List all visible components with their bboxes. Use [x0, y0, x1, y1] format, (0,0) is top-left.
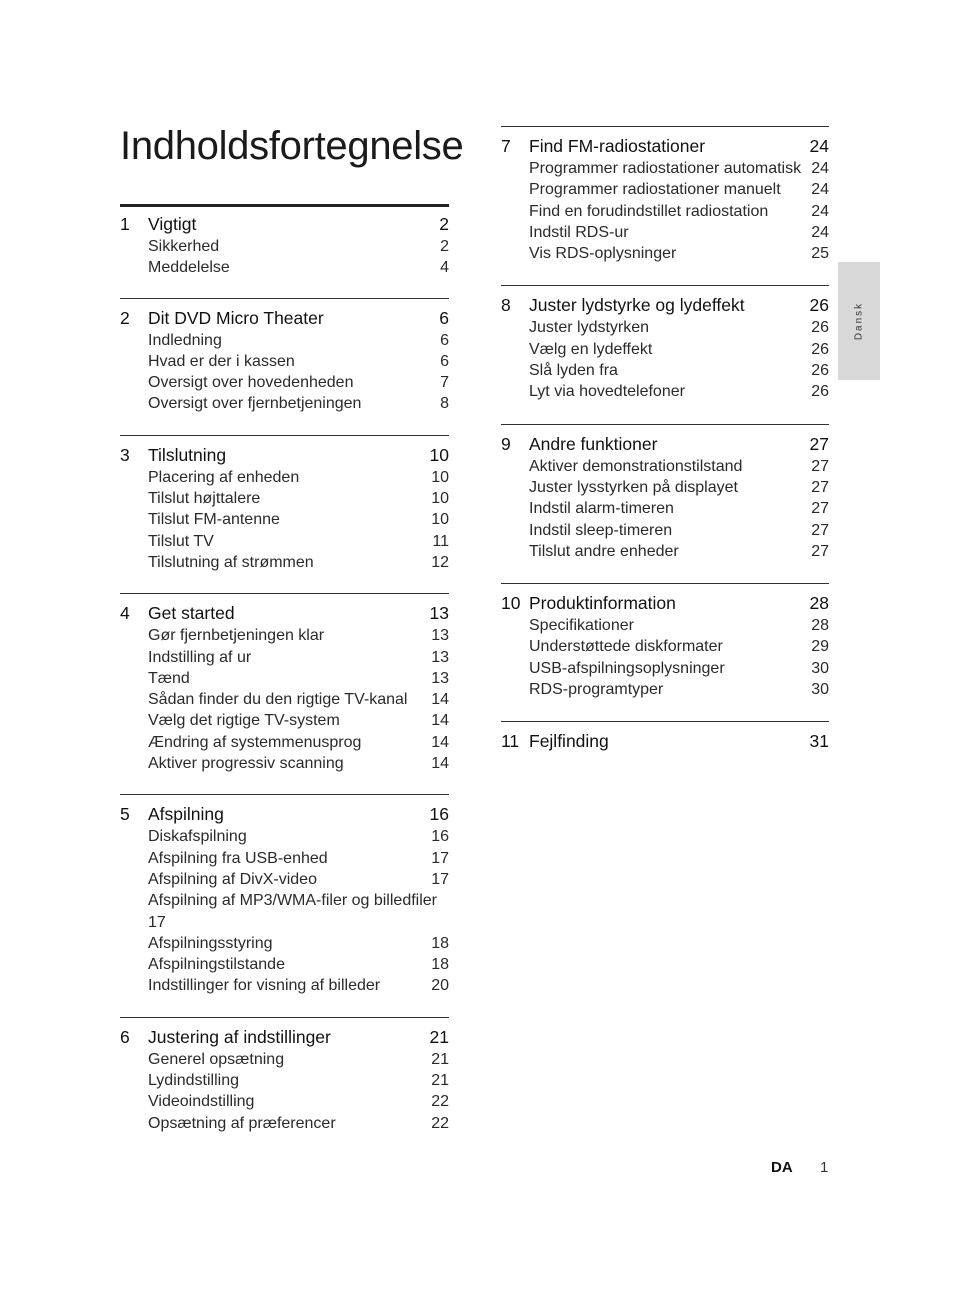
subentry-page-number: 26 — [811, 383, 829, 401]
subentry-page-number: 16 — [431, 828, 449, 846]
chapter-page-number: 24 — [809, 136, 829, 156]
chapter-page-number: 26 — [809, 295, 829, 316]
toc-subentry[interactable] — [501, 498, 829, 519]
toc-section — [501, 285, 829, 402]
toc-subentry[interactable] — [501, 179, 829, 200]
toc-chapter-entry[interactable] — [120, 1026, 449, 1048]
toc-subentry[interactable] — [120, 236, 449, 257]
subentry-label: Understøttede diskformater — [529, 638, 723, 656]
chapter-number: 6 — [120, 1026, 130, 1047]
toc-subentry[interactable] — [120, 647, 449, 668]
subentry-label: Slå lyden fra — [529, 362, 618, 380]
subentry-page-number: 27 — [811, 500, 829, 518]
subentry-label: Afspilning fra USB-enhed — [148, 849, 328, 867]
chapter-page-number: 21 — [429, 1026, 449, 1047]
toc-subentry[interactable] — [501, 520, 829, 541]
toc-subentry[interactable] — [501, 679, 829, 700]
toc-section — [120, 1017, 449, 1134]
subentry-label: Diskafspilning — [148, 828, 247, 846]
subentry-label: Afspilningsstyring — [148, 934, 273, 952]
toc-chapter-entry[interactable] — [501, 592, 829, 614]
subentry-label: Afspilning af MP3/WMA-filer og billedfiler — [148, 892, 437, 910]
subentry-label: Lydindstilling — [148, 1072, 240, 1090]
toc-right-column — [501, 126, 829, 753]
chapter-page-number: 10 — [429, 444, 449, 465]
subentry-label: Indstilling af ur — [148, 648, 252, 666]
toc-subentry[interactable] — [120, 848, 449, 869]
chapter-title: Fejlfinding — [529, 731, 609, 752]
toc-subentry[interactable] — [501, 456, 829, 477]
subentry-label: Afspilning af DivX-video — [148, 870, 317, 888]
subentry-page-number: 21 — [431, 1072, 449, 1090]
toc-subentry[interactable] — [120, 467, 449, 488]
toc-subentry[interactable] — [120, 1091, 449, 1112]
chapter-title: Get started — [148, 603, 235, 624]
subentry-page-number: 10 — [431, 511, 449, 529]
toc-subentry[interactable] — [120, 1070, 449, 1091]
toc-chapter-entry[interactable] — [120, 803, 449, 825]
chapter-title: Dit DVD Micro Theater — [148, 307, 324, 328]
subentry-page-number: 2 — [440, 238, 449, 255]
subentry-page-number: 18 — [431, 934, 449, 952]
subentry-page-number: 27 — [811, 521, 829, 539]
toc-subentry[interactable] — [120, 531, 449, 552]
chapter-number: 9 — [501, 433, 511, 454]
subentry-label: Ændring af systemmenusprog — [148, 733, 362, 751]
chapter-page-number: 2 — [439, 214, 449, 234]
subentry-label: Specifikationer — [529, 617, 634, 635]
chapter-title: Tilslutning — [148, 444, 227, 465]
chapter-page-number: 31 — [809, 731, 829, 752]
toc-section — [120, 794, 449, 996]
toc-chapter-entry[interactable] — [501, 730, 829, 752]
toc-chapter-entry[interactable] — [120, 602, 449, 624]
subentry-page-number: 24 — [811, 202, 829, 220]
chapter-title: Produktinformation — [529, 593, 676, 614]
subentry-label: Hvad er der i kassen — [148, 352, 295, 370]
subentry-page-number: 29 — [811, 638, 829, 656]
subentry-page-number: 14 — [431, 733, 449, 751]
subentry-page-number: 8 — [440, 395, 449, 413]
subentry-label: Tilslut TV — [148, 532, 214, 550]
toc-chapter-entry[interactable] — [501, 294, 829, 316]
subentry-page-number: 12 — [431, 553, 449, 571]
subentry-page-number: 26 — [811, 319, 829, 337]
toc-subentry[interactable] — [120, 625, 449, 646]
subentry-page-number: 30 — [811, 659, 829, 677]
toc-chapter-entry[interactable] — [120, 444, 449, 466]
toc-subentry[interactable] — [120, 1049, 449, 1070]
chapter-page-number: 27 — [809, 433, 829, 454]
subentry-page-number: 28 — [811, 617, 829, 635]
subentry-page-number: 20 — [431, 977, 449, 995]
subentry-page-number: 30 — [811, 681, 829, 699]
toc-chapter-entry[interactable] — [120, 307, 449, 329]
subentry-page-number: 22 — [431, 1093, 449, 1111]
subentry-label: Sådan finder du den rigtige TV-kanal — [148, 691, 408, 709]
toc-subentry[interactable] — [120, 509, 449, 530]
subentry-label: Afspilningstilstande — [148, 956, 285, 974]
language-side-tab — [838, 262, 880, 380]
toc-subentry[interactable] — [501, 381, 829, 402]
subentry-label: Juster lysstyrken på displayet — [529, 478, 738, 496]
toc-subentry[interactable] — [501, 360, 829, 381]
language-tab-label: Dansk — [853, 301, 865, 341]
page-title: Indholdsfortegnelse — [120, 124, 464, 168]
chapter-number: 7 — [501, 136, 511, 156]
toc-subentry[interactable] — [501, 317, 829, 338]
subentry-label: Indstillinger for visning af billeder — [148, 977, 381, 995]
subentry-label: Placering af enheden — [148, 468, 300, 486]
chapter-title: Justering af indstillinger — [148, 1026, 331, 1047]
chapter-title: Find FM-radiostationer — [529, 136, 706, 156]
subentry-label: Generel opsætning — [148, 1050, 285, 1068]
chapter-title: Vigtigt — [148, 214, 197, 234]
subentry-page-number: 25 — [811, 245, 829, 263]
subentry-label: Vælg en lydeffekt — [529, 340, 653, 358]
subentry-page-number: 13 — [431, 648, 449, 666]
subentry-label: Programmer radiostationer automatisk — [529, 160, 802, 177]
toc-subentry[interactable] — [120, 257, 449, 278]
subentry-label: RDS-programtyper — [529, 681, 664, 699]
toc-chapter-entry[interactable] — [120, 213, 449, 235]
toc-chapter-entry[interactable] — [501, 433, 829, 455]
subentry-page-number: 27 — [811, 478, 829, 496]
subentry-label: Programmer radiostationer manuelt — [529, 181, 781, 199]
toc-subentry[interactable] — [120, 890, 449, 933]
subentry-page-number: 10 — [431, 468, 449, 486]
toc-chapter-entry[interactable] — [501, 135, 829, 157]
toc-subentry[interactable] — [120, 372, 449, 393]
subentry-page-number: 6 — [440, 331, 449, 349]
toc-subentry[interactable] — [501, 201, 829, 222]
subentry-page-number: 13 — [431, 627, 449, 645]
subentry-label: Tilslut højttalere — [148, 490, 261, 508]
toc-section — [501, 721, 829, 752]
chapter-page-number: 6 — [439, 307, 449, 328]
subentry-page-number: 22 — [431, 1114, 449, 1132]
toc-subentry[interactable] — [120, 710, 449, 731]
toc-subentry[interactable] — [120, 869, 449, 890]
toc-subentry[interactable] — [120, 826, 449, 847]
subentry-page-number: 11 — [432, 532, 449, 550]
toc-subentry[interactable] — [120, 732, 449, 753]
subentry-page-number: 21 — [431, 1050, 449, 1068]
subentry-page-number: 6 — [440, 352, 449, 370]
toc-subentry[interactable] — [120, 689, 449, 710]
subentry-label: Find en forudindstillet radiostation — [529, 202, 769, 220]
toc-subentry[interactable] — [120, 488, 449, 509]
subentry-page-number: 14 — [431, 755, 449, 773]
chapter-number: 8 — [501, 295, 511, 316]
subentry-page-number: 17 — [431, 849, 449, 867]
subentry-label: Oversigt over fjernbetjeningen — [148, 395, 362, 413]
toc-subentry[interactable] — [120, 954, 449, 975]
subentry-label: Indstil alarm-timeren — [529, 500, 674, 518]
subentry-page-number: 4 — [440, 259, 449, 277]
subentry-label: Vis RDS-oplysninger — [529, 245, 677, 263]
subentry-label: Aktiver demonstrationstilstand — [529, 457, 743, 475]
toc-subentry[interactable] — [501, 541, 829, 562]
toc-subentry[interactable] — [120, 753, 449, 774]
toc-section — [120, 435, 449, 573]
toc-subentry[interactable] — [501, 636, 829, 657]
subentry-page-number: 24 — [811, 160, 829, 177]
subentry-page-number: 18 — [431, 956, 449, 974]
toc-section — [501, 424, 829, 562]
footer-language: DA — [771, 1159, 793, 1176]
toc-subentry[interactable] — [120, 668, 449, 689]
subentry-page-number: 24 — [811, 223, 829, 241]
subentry-label: Meddelelse — [148, 259, 230, 277]
toc-subentry[interactable] — [120, 933, 449, 954]
chapter-number: 10 — [501, 593, 521, 614]
subentry-label: Lyt via hovedtelefoner — [529, 383, 685, 401]
subentry-label: Aktiver progressiv scanning — [148, 755, 344, 773]
toc-subentry[interactable] — [120, 393, 449, 414]
chapter-number: 4 — [120, 603, 130, 624]
subentry-page-number: 7 — [440, 374, 449, 392]
toc-subentry[interactable] — [120, 975, 449, 996]
subentry-label: USB-afspilningsoplysninger — [529, 659, 725, 677]
subentry-label: Indledning — [148, 331, 222, 349]
toc-subentry[interactable] — [501, 339, 829, 360]
subentry-label: Opsætning af præferencer — [148, 1114, 336, 1132]
chapter-number: 11 — [501, 731, 520, 752]
subentry-label: Indstil sleep-timeren — [529, 521, 673, 539]
toc-section — [501, 583, 829, 700]
chapter-page-number: 13 — [429, 603, 449, 624]
toc-subentry[interactable] — [120, 330, 449, 351]
subentry-page-number: 14 — [431, 712, 449, 730]
toc-subentry[interactable] — [501, 477, 829, 498]
chapter-number: 1 — [120, 214, 130, 234]
chapter-title: Andre funktioner — [529, 433, 658, 454]
toc-subentry[interactable] — [120, 351, 449, 372]
subentry-page-number: 13 — [431, 669, 449, 687]
toc-section — [501, 126, 829, 264]
chapter-page-number: 28 — [809, 593, 829, 614]
subentry-label: Tilslut FM-antenne — [148, 511, 280, 529]
subentry-label: Tilslutning af strømmen — [148, 553, 314, 571]
toc-subentry[interactable] — [501, 243, 829, 264]
subentry-label: Sikkerhed — [148, 238, 220, 255]
subentry-page-number: 24 — [811, 181, 829, 199]
chapter-number: 2 — [120, 307, 130, 328]
subentry-label: Juster lydstyrken — [529, 319, 650, 337]
subentry-label: Vælg det rigtige TV-system — [148, 712, 340, 730]
toc-subentry[interactable] — [501, 158, 829, 179]
subentry-label: Indstil RDS-ur — [529, 223, 629, 241]
chapter-title: Afspilning — [148, 804, 224, 825]
toc-section — [120, 593, 449, 774]
toc-section — [120, 298, 449, 415]
toc-subentry[interactable] — [501, 615, 829, 636]
toc-left-column — [120, 204, 449, 1134]
footer-page-number: 1 — [820, 1159, 829, 1176]
subentry-page-number: 14 — [431, 691, 449, 709]
chapter-number: 3 — [120, 444, 130, 465]
subentry-label: Oversigt over hovedenheden — [148, 374, 354, 392]
subentry-label: Videoindstilling — [148, 1093, 255, 1111]
subentry-page-number: 17 — [431, 870, 449, 888]
subentry-label: Gør fjernbetjeningen klar — [148, 627, 325, 645]
toc-subentry[interactable] — [120, 552, 449, 573]
subentry-page-number: 17 — [148, 913, 166, 931]
subentry-label: Tænd — [148, 669, 190, 687]
subentry-page-number: 27 — [811, 457, 829, 475]
chapter-title: Juster lydstyrke og lydeffekt — [529, 295, 745, 316]
toc-subentry[interactable] — [120, 1113, 449, 1134]
toc-section — [120, 204, 449, 279]
subentry-page-number: 27 — [811, 542, 829, 560]
chapter-number: 5 — [120, 804, 130, 825]
subentry-page-number: 26 — [811, 362, 829, 380]
chapter-page-number: 16 — [429, 804, 449, 825]
subentry-label: Tilslut andre enheder — [529, 542, 679, 560]
subentry-page-number: 26 — [811, 340, 829, 358]
subentry-page-number: 10 — [431, 490, 449, 508]
toc-subentry[interactable] — [501, 658, 829, 679]
toc-subentry[interactable] — [501, 222, 829, 243]
